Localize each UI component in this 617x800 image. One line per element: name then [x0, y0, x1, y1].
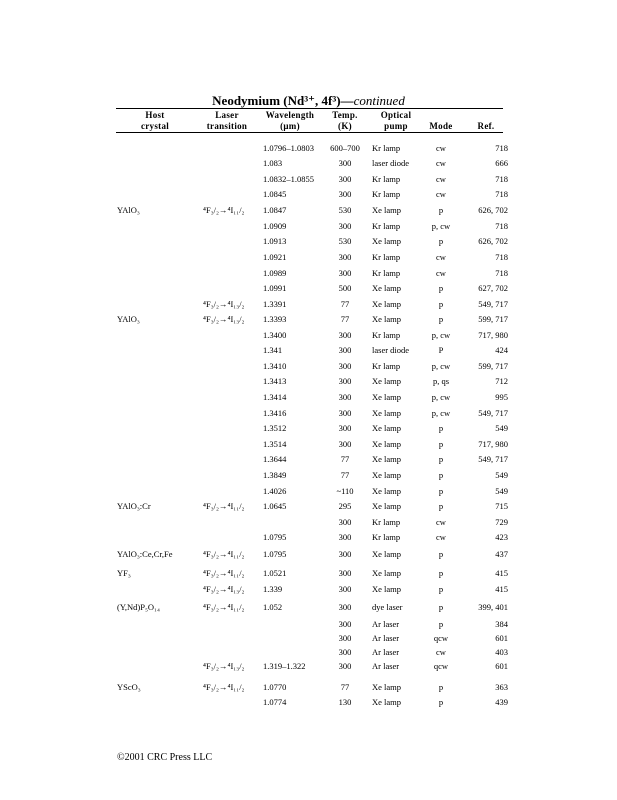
cell-wl: 1.3512: [263, 423, 287, 433]
cell-wl: 1.3400: [263, 330, 287, 340]
cell-temp: 530: [338, 205, 352, 215]
cell-wl: 1.052: [263, 602, 283, 612]
cell-host: YAlO₃:Ce,Cr,Fe: [117, 549, 173, 559]
cell-ref: 729: [495, 517, 508, 527]
cell-trans: ⁴F₃/₂→⁴I₁₁/₂: [203, 205, 245, 215]
cell-wl: 1.3644: [263, 454, 287, 464]
cell-wl: 1.0832–1.0855: [263, 174, 314, 184]
cell-mode: p, cw: [431, 392, 451, 402]
cell-mode: p: [438, 470, 444, 480]
table-row: [0, 361, 617, 373]
cell-pump: Kr lamp: [372, 174, 401, 184]
cell-wl: 1.3410: [263, 361, 287, 371]
cell-mode: cw: [436, 189, 446, 199]
cell-trans: ⁴F₃/₂→⁴I₁₃/₂: [203, 661, 245, 671]
cell-temp: 300: [338, 345, 352, 355]
table-row: [0, 143, 617, 155]
cell-mode: qcw: [433, 661, 449, 671]
cell-temp: 300: [338, 174, 352, 184]
table-row: [0, 189, 617, 201]
cell-pump: Kr lamp: [372, 517, 401, 527]
cell-mode: p: [438, 299, 444, 309]
cell-ref: 399, 401: [478, 602, 508, 612]
table-title-continued: continued: [353, 93, 405, 108]
header-wavelength-line1: Wavelength: [265, 110, 315, 120]
table-row: [0, 439, 617, 451]
cell-temp: 600–700: [330, 143, 360, 153]
cell-ref: 384: [495, 619, 508, 629]
table-row: [0, 454, 617, 466]
cell-mode: cw: [436, 252, 446, 262]
cell-pump: Ar laser: [372, 647, 400, 657]
cell-mode: p: [438, 439, 444, 449]
cell-temp: 300: [338, 392, 352, 402]
cell-pump: Xe lamp: [372, 584, 402, 594]
cell-temp: 300: [338, 221, 352, 231]
cell-ref: 717, 980: [478, 330, 508, 340]
cell-temp: 77: [340, 314, 350, 324]
cell-pump: Xe lamp: [372, 470, 402, 480]
cell-temp: 300: [338, 361, 352, 371]
cell-temp: 300: [338, 158, 352, 168]
cell-ref: 439: [495, 697, 508, 707]
cell-host: YF₃: [117, 568, 131, 578]
cell-wl: 1.3416: [263, 408, 287, 418]
cell-temp: 300: [338, 633, 352, 643]
cell-trans: ⁴F₃/₂→⁴I₁₁/₂: [203, 602, 245, 612]
cell-wl: 1.0847: [263, 205, 287, 215]
cell-wl: 1.0774: [263, 697, 287, 707]
cell-mode: cw: [436, 268, 446, 278]
cell-temp: 300: [338, 619, 352, 629]
table-row: [0, 158, 617, 170]
cell-wl: 1.3393: [263, 314, 287, 324]
cell-ref: 627, 702: [478, 283, 508, 293]
header-host-line2: crystal: [140, 121, 170, 131]
cell-temp: 77: [340, 299, 350, 309]
cell-temp: ~110: [336, 486, 354, 496]
cell-temp: 295: [338, 501, 352, 511]
cell-ref: 717, 980: [478, 439, 508, 449]
cell-pump: Xe lamp: [372, 549, 402, 559]
cell-pump: Kr lamp: [372, 221, 401, 231]
cell-ref: 718: [495, 189, 508, 199]
header-temp-line2: (K): [338, 121, 352, 131]
header-temp: [320, 110, 370, 132]
cell-ref: 415: [495, 568, 508, 578]
cell-ref: 549: [495, 486, 508, 496]
table-row: [0, 268, 617, 280]
cell-ref: 601: [495, 661, 508, 671]
cell-pump: Xe lamp: [372, 283, 402, 293]
header-host: [120, 110, 190, 132]
copyright-footer: ©2001 CRC Press LLC: [117, 752, 213, 763]
cell-ref: 599, 717: [478, 314, 508, 324]
table-row: [0, 221, 617, 233]
cell-wl: 1.4026: [263, 486, 287, 496]
cell-pump: Xe lamp: [372, 392, 402, 402]
cell-temp: 300: [338, 584, 352, 594]
cell-pump: Kr lamp: [372, 330, 401, 340]
cell-temp: 300: [338, 549, 352, 559]
header-pump: [368, 110, 424, 132]
table-row: [0, 392, 617, 404]
cell-mode: p, cw: [431, 361, 451, 371]
cell-trans: ⁴F₃/₂→⁴I₁₁/₂: [203, 501, 245, 511]
cell-ref: 718: [495, 143, 508, 153]
table-row: [0, 470, 617, 482]
cell-mode: p: [438, 423, 444, 433]
cell-trans: ⁴F₃/₂→⁴I₁₁/₂: [203, 682, 245, 692]
cell-wl: 1.0921: [263, 252, 287, 262]
cell-temp: 300: [338, 189, 352, 199]
cell-mode: p: [438, 314, 444, 324]
table-row: [0, 376, 617, 388]
cell-pump: Xe lamp: [372, 376, 402, 386]
cell-temp: 300: [338, 568, 352, 578]
cell-mode: p: [438, 549, 444, 559]
cell-host: YAlO₃: [117, 205, 140, 215]
cell-wl: 1.0521: [263, 568, 287, 578]
cell-trans: ⁴F₃/₂→⁴I₁₁/₂: [203, 568, 245, 578]
cell-pump: Kr lamp: [372, 143, 401, 153]
cell-mode: p: [438, 584, 444, 594]
cell-pump: Xe lamp: [372, 501, 402, 511]
cell-mode: p, qs: [432, 376, 450, 386]
table-row: [0, 174, 617, 186]
cell-temp: 300: [338, 532, 352, 542]
cell-mode: p: [438, 568, 444, 578]
cell-mode: p: [438, 697, 444, 707]
cell-mode: p: [438, 602, 444, 612]
table-row: [0, 661, 617, 673]
cell-mode: P: [438, 345, 444, 355]
table-row: [0, 549, 617, 561]
table-row: [0, 299, 617, 311]
table-row: [0, 517, 617, 529]
cell-temp: 77: [340, 682, 350, 692]
cell-mode: p: [438, 283, 444, 293]
header-rule: [116, 132, 503, 133]
cell-wl: 1.0989: [263, 268, 287, 278]
cell-wl: 1.0770: [263, 682, 287, 692]
header-wavelength: [255, 110, 325, 132]
cell-ref: 424: [495, 345, 508, 355]
cell-wl: 1.3514: [263, 439, 287, 449]
cell-ref: 718: [495, 174, 508, 184]
cell-mode: cw: [436, 174, 446, 184]
cell-mode: p: [438, 486, 444, 496]
cell-ref: 712: [495, 376, 508, 386]
cell-mode: cw: [436, 158, 446, 168]
cell-trans: ⁴F₃/₂→⁴I₁₃/₂: [203, 314, 245, 324]
cell-wl: 1.339: [263, 584, 283, 594]
header-transition: [192, 110, 262, 132]
cell-mode: cw: [436, 532, 446, 542]
cell-temp: 500: [338, 283, 352, 293]
cell-wl: 1.0913: [263, 236, 287, 246]
cell-temp: 77: [340, 454, 350, 464]
table-row: [0, 501, 617, 513]
cell-pump: dye laser: [372, 602, 403, 612]
cell-temp: 300: [338, 408, 352, 418]
cell-wl: 1.0991: [263, 283, 287, 293]
top-rule: [116, 108, 503, 109]
header-wavelength-line2: (μm): [280, 121, 300, 131]
cell-ref: 437: [495, 549, 508, 559]
cell-wl: 1.3391: [263, 299, 287, 309]
cell-temp: 77: [340, 470, 350, 480]
cell-pump: Xe lamp: [372, 408, 402, 418]
cell-mode: p: [438, 236, 444, 246]
cell-ref: 403: [495, 647, 508, 657]
cell-pump: Ar laser: [372, 619, 400, 629]
cell-wl: 1.0845: [263, 189, 287, 199]
header-pump-line1: Optical: [380, 110, 412, 120]
cell-temp: 300: [338, 330, 352, 340]
cell-temp: 530: [338, 236, 352, 246]
cell-ref: 549: [495, 423, 508, 433]
cell-pump: Xe lamp: [372, 486, 402, 496]
cell-wl: 1.0795: [263, 549, 287, 559]
cell-temp: 300: [338, 252, 352, 262]
cell-temp: 130: [338, 697, 352, 707]
table-row: [0, 283, 617, 295]
table-row: [0, 647, 617, 659]
cell-ref: 718: [495, 221, 508, 231]
cell-pump: Ar laser: [372, 661, 400, 671]
cell-ref: 549, 717: [478, 299, 508, 309]
table-row: [0, 252, 617, 264]
cell-mode: cw: [436, 143, 446, 153]
table-row: [0, 602, 617, 614]
table-row: [0, 682, 617, 694]
cell-mode: p: [438, 454, 444, 464]
table-row: [0, 314, 617, 326]
table-row: [0, 205, 617, 217]
table-row: [0, 633, 617, 645]
header-host-line1: Host: [145, 110, 165, 120]
cell-mode: cw: [436, 647, 446, 657]
cell-host: (Y,Nd)P₅O₁₄: [117, 602, 160, 612]
cell-temp: 300: [338, 439, 352, 449]
header-transition-line2: transition: [206, 121, 248, 131]
cell-pump: Xe lamp: [372, 205, 402, 215]
cell-ref: 549, 717: [478, 408, 508, 418]
cell-pump: Xe lamp: [372, 568, 402, 578]
table-row: [0, 486, 617, 498]
cell-pump: Xe lamp: [372, 236, 402, 246]
cell-temp: 300: [338, 602, 352, 612]
cell-mode: p, cw: [431, 330, 451, 340]
cell-ref: 718: [495, 252, 508, 262]
cell-temp: 300: [338, 661, 352, 671]
cell-host: YAlO₃: [117, 314, 140, 324]
cell-pump: laser diode: [372, 158, 410, 168]
cell-wl: 1.0909: [263, 221, 287, 231]
cell-mode: p: [438, 205, 444, 215]
cell-wl: 1.3849: [263, 470, 287, 480]
cell-wl: 1.083: [263, 158, 283, 168]
cell-ref: 601: [495, 633, 508, 643]
cell-wl: 1.3413: [263, 376, 287, 386]
cell-mode: p: [438, 682, 444, 692]
cell-temp: 300: [338, 647, 352, 657]
table-title-main: Neodymium (Nd³⁺, 4f³)—: [212, 93, 354, 108]
cell-mode: p: [438, 501, 444, 511]
cell-ref: 718: [495, 268, 508, 278]
cell-ref: 666: [495, 158, 508, 168]
cell-pump: laser diode: [372, 345, 410, 355]
cell-pump: Xe lamp: [372, 697, 402, 707]
cell-pump: Kr lamp: [372, 268, 401, 278]
cell-ref: 415: [495, 584, 508, 594]
cell-pump: Kr lamp: [372, 189, 401, 199]
cell-ref: 715: [495, 501, 508, 511]
header-temp-line1: Temp.: [332, 110, 358, 120]
cell-pump: Kr lamp: [372, 252, 401, 262]
table-row: [0, 408, 617, 420]
cell-wl: 1.3414: [263, 392, 287, 402]
table-row: [0, 532, 617, 544]
header-pump-line2: pump: [384, 121, 408, 131]
cell-temp: 300: [338, 268, 352, 278]
cell-pump: Xe lamp: [372, 454, 402, 464]
header-ref: Ref.: [477, 121, 495, 131]
table-row: [0, 568, 617, 580]
cell-host: YScO₃: [117, 682, 141, 692]
cell-pump: Xe lamp: [372, 423, 402, 433]
table-row: [0, 330, 617, 342]
table-row: [0, 345, 617, 357]
table-row: [0, 584, 617, 596]
table-row: [0, 619, 617, 631]
header-transition-line1: Laser: [215, 110, 239, 120]
table-title: [0, 93, 617, 109]
cell-pump: Xe lamp: [372, 314, 402, 324]
cell-ref: 626, 702: [478, 205, 508, 215]
cell-mode: qcw: [433, 633, 449, 643]
cell-pump: Kr lamp: [372, 532, 401, 542]
cell-ref: 995: [495, 392, 508, 402]
cell-temp: 300: [338, 376, 352, 386]
cell-trans: ⁴F₃/₂→⁴I₁₃/₂: [203, 299, 245, 309]
cell-pump: Xe lamp: [372, 299, 402, 309]
table-row: [0, 423, 617, 435]
cell-mode: p, cw: [431, 221, 451, 231]
cell-pump: Xe lamp: [372, 682, 402, 692]
cell-trans: ⁴F₃/₂→⁴I₁₃/₂: [203, 584, 245, 594]
cell-temp: 300: [338, 517, 352, 527]
cell-mode: p, cw: [431, 408, 451, 418]
cell-ref: 599, 717: [478, 361, 508, 371]
cell-trans: ⁴F₃/₂→⁴I₁₁/₂: [203, 549, 245, 559]
cell-temp: 300: [338, 423, 352, 433]
cell-ref: 363: [495, 682, 508, 692]
cell-wl: 1.0645: [263, 501, 287, 511]
cell-pump: Ar laser: [372, 633, 400, 643]
cell-wl: 1.341: [263, 345, 283, 355]
cell-pump: Kr lamp: [372, 361, 401, 371]
cell-host: YAlO₃:Cr: [117, 501, 151, 511]
cell-ref: 549, 717: [478, 454, 508, 464]
table-row: [0, 236, 617, 248]
header-mode: Mode: [429, 121, 453, 131]
table-row: [0, 697, 617, 709]
cell-mode: cw: [436, 517, 446, 527]
cell-pump: Xe lamp: [372, 439, 402, 449]
cell-mode: p: [438, 619, 444, 629]
cell-wl: 1.0795: [263, 532, 287, 542]
cell-ref: 549: [495, 470, 508, 480]
cell-wl: 1.319–1.322: [263, 661, 306, 671]
cell-ref: 423: [495, 532, 508, 542]
cell-wl: 1.0796–1.0803: [263, 143, 314, 153]
cell-ref: 626, 702: [478, 236, 508, 246]
